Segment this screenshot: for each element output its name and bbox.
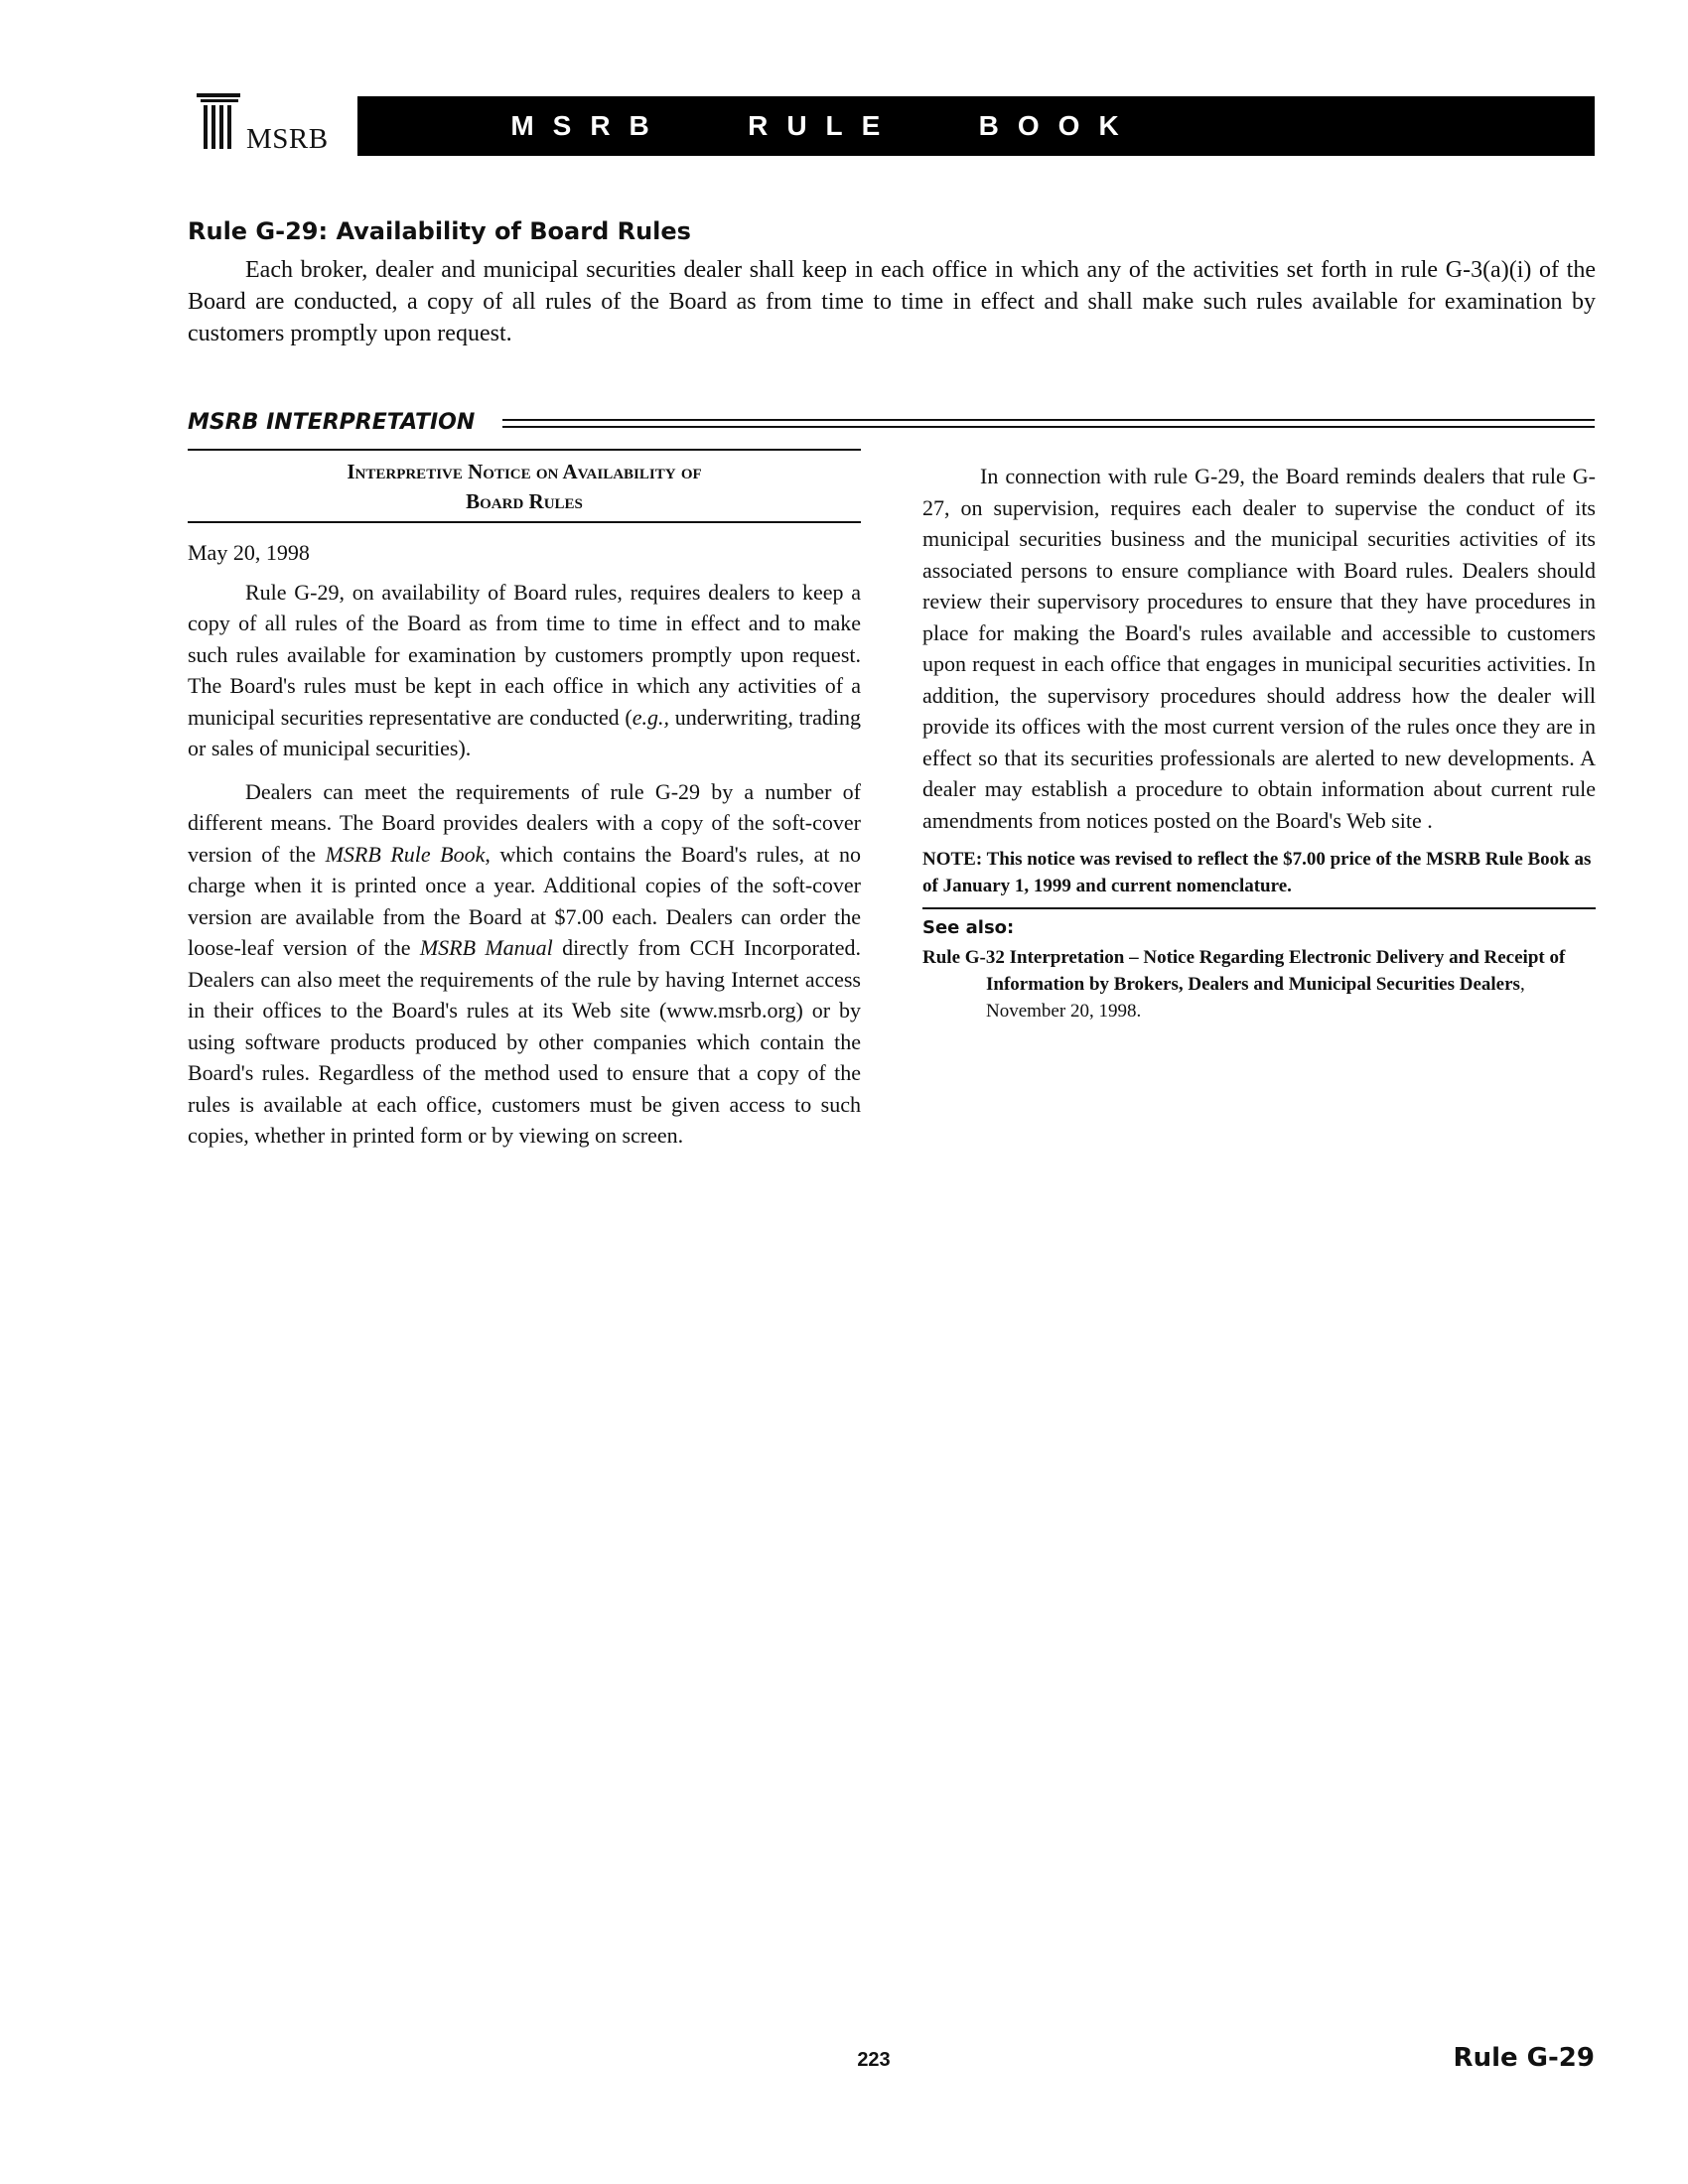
see-also-reference: Rule G-32 Interpretation – Notice Regarding Electronic Delivery and Receipt of Information by Brokers, Dealers and Municipal Securities Dealers, November 20, 1998. — [922, 947, 1566, 1022]
banner-title: MSRB RULE BOOK — [510, 110, 1138, 141]
notice-date: May 20, 1998 — [188, 540, 310, 565]
rule-title: Rule G-29: Availability of Board Rules — [188, 217, 691, 245]
paragraph-2: Dealers can meet the requirements of rule G-29 by a number of different means. The Board provides dealers with a copy of the soft-cover version of the MSRB Rule Book, which contains the Board's rules, at no charge when it is printed once a year. Additional copies of the soft-cover version are available from the Board at $7.00 each. Dealers can order the loose-leaf version of the MSRB Manual directly from CCH Incorporated. Dealers can also meet the requirements of the rule by having Internet access in their offices to the Board's rules at its Web site (www.msrb.org) or by using software products produced by other companies which contain the Board's rules. Regardless of the method used to ensure that a copy of the rules is available at each office, customers must be given access to such copies, whether in printed form or by viewing on screen. — [188, 778, 862, 1148]
left-column — [188, 449, 861, 1152]
paragraph-3: In connection with rule G-29, the Board reminds dealers that rule G-27, on supervision, requires each dealer to supervise the conduct of its municipal securities business and the municipal securities activities of its associated persons to ensure compliance with Board rules. Dealers should review their supervisory procedures to ensure that they have procedures in place for making the Board's rules available and accessible to customers upon request in each office that engages in municipal securities activities. In addition, the supervisory procedures should address how the dealer will provide its offices with the most current version of the rules once they are in effect so that its securities professionals are alerted to new developments. A dealer may establish a procedure to obtain information about current rule amendments from notices posted on the Board's Web site . — [922, 464, 1596, 833]
page-number: 223 — [857, 2049, 891, 2071]
right-column — [922, 449, 1596, 1024]
rule-body: Each broker, dealer and municipal securities dealer shall keep in each office in which any of the activities set forth in rule G-3(a)(i) of the Board are conducted, a copy of all rules of the Board as from time to time in effect and shall make such rules available for examination by customers promptly upon request. — [188, 257, 1596, 346]
interpretation-divider — [502, 419, 1595, 428]
footer-rule-label: Rule G-29 — [1453, 2043, 1595, 2073]
notice-title-line1: Interpretive Notice on Availability of — [347, 460, 702, 483]
see-also-label: See also: — [922, 917, 1015, 938]
column-logo-icon — [195, 93, 244, 155]
notice-title-line2: Board Rules — [466, 489, 583, 513]
revision-note: NOTE: This notice was revised to reflect the $7.00 price of the MSRB Rule Book as of January 1, 1999 and current nomenclature. — [922, 846, 1596, 909]
interpretation-label: MSRB INTERPRETATION — [188, 410, 476, 435]
msrb-logo — [195, 91, 353, 161]
logo-text: MSRB — [246, 123, 329, 155]
notice-title-box — [188, 449, 861, 523]
paragraph-1: Rule G-29, on availability of Board rules, requires dealers to keep a copy of all rules of the Board as from time to time in effect and to make such rules available for examination by customers promptly upon request. The Board's rules must be kept in each office in which any activities of a municipal securities representative are conducted (e.g., underwriting, trading or sales of municipal securities). — [188, 579, 861, 760]
